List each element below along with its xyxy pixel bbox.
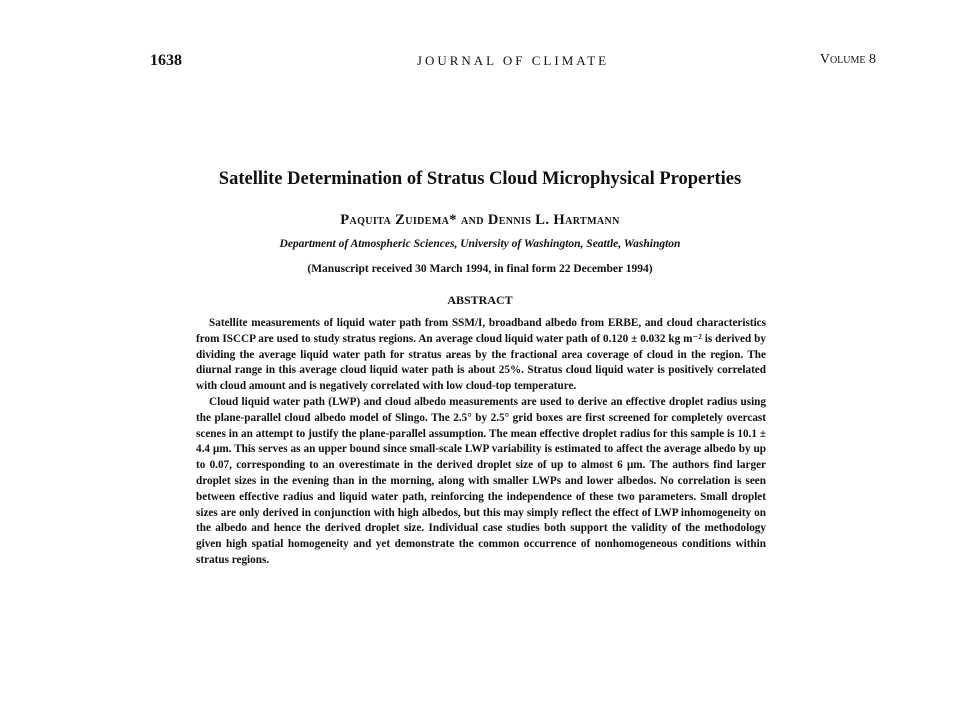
article-authors: Paquita Zuidema* and Dennis L. Hartmann [340,212,620,228]
volume-label: Volume 8 [819,52,876,67]
page-number: 1638 [150,52,182,69]
abstract-body [196,316,766,569]
author-affiliation: Department of Atmospheric Sciences, University of Washington, Seattle, Washington [279,238,681,250]
journal-name: JOURNAL OF CLIMATE [416,53,610,68]
abstract-heading: ABSTRACT [447,293,513,307]
article-title: Satellite Determination of Stratus Cloud Microphysical Properties [218,169,742,189]
abstract-paragraph-1: Satellite measurements of liquid water path from SSM/I, broadband albedo from ERBE, and cloud characteristics from ISCCP are used to study stratus regions. An average cloud liquid water path of 0.120 ± 0.032 kg m⁻² is derived by dividing the average liquid water path for stratus areas by the fractional area coverage of cloud in the region. The diurnal range in this average cloud liquid water path is about 25%. Stratus cloud liquid water is positively correlated with cloud amount and is negatively correlated with low cloud-top temperature. [196,317,766,393]
abstract-paragraph-2: Cloud liquid water path (LWP) and cloud albedo measurements are used to derive an effective droplet radius using the plane-parallel cloud albedo model of Slingo. The 2.5° by 2.5° grid boxes are first screened for completely overcast scenes in an attempt to justify the plane-parallel assumption. The mean effective droplet radius for this sample is 10.1 ± 4.4 μm. This serves as an upper bound since small-scale LWP variability is estimated to affect the average albedo by up to 0.07, corresponding to an overestimate in the derived droplet size of up to almost 6 μm. The authors find larger droplet sizes in the evening than in the morning, along with smaller LWPs and lower albedos. No correlation is seen between effective radius and liquid water path, reinforcing the independence of these two parameters. Small droplet sizes are only derived in conjunction with high albedos, but this may simply reflect the effect of LWP inhomogeneity on the albedo and hence the derived droplet size. Individual case studies both support the validity of the methodology given high spatial homogeneity and yet demonstrate the common occurrence of nonhomogeneous conditions within stratus regions. [196,395,766,566]
manuscript-dates: (Manuscript received 30 March 1994, in final form 22 December 1994) [307,263,653,275]
running-head [150,52,876,76]
